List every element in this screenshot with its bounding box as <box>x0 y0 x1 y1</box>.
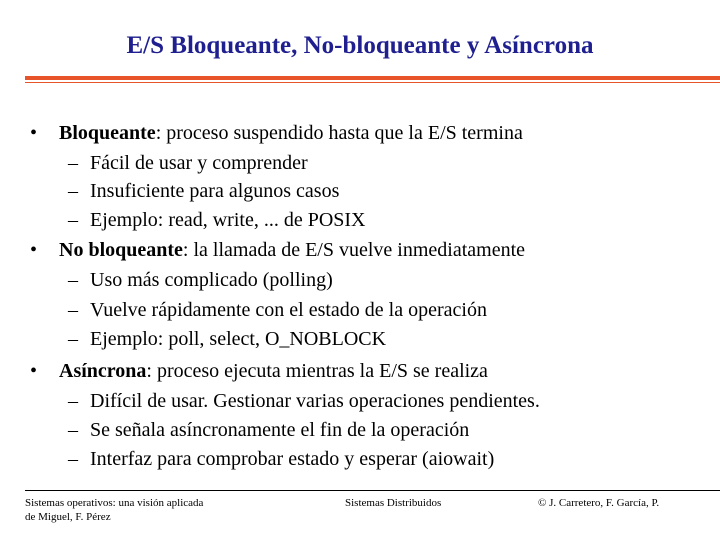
sub-item-text: Ejemplo: read, write, ... de POSIX <box>90 209 366 231</box>
sub-marker: – <box>68 269 78 291</box>
sub-item-text: Ejemplo: poll, select, O_NOBLOCK <box>90 328 387 350</box>
page-title: E/S Bloqueante, No-bloqueante y Asíncrona <box>126 32 594 59</box>
sub-item-text: Vuelve rápidamente con el estado de la operación <box>90 299 487 321</box>
sub-marker: – <box>68 209 78 231</box>
bullet-item <box>30 356 488 386</box>
bullet-item <box>30 235 525 265</box>
sub-item-text: Uso más complicado (polling) <box>90 269 333 291</box>
footer-rule <box>25 490 720 491</box>
sub-item <box>68 148 308 178</box>
bullet-text: : proceso ejecuta mientras la E/S se realiza <box>146 360 488 382</box>
sub-marker: – <box>68 180 78 202</box>
sub-marker: – <box>68 299 78 321</box>
bullet-marker: • <box>30 360 38 382</box>
footer-left <box>25 496 203 524</box>
footer-left-line2: de Miguel, F. Pérez <box>25 511 111 523</box>
bullet-term: Asíncrona <box>59 360 147 382</box>
bullet-text: : la llamada de E/S vuelve inmediatamente <box>182 239 526 261</box>
sub-item <box>68 444 494 474</box>
bullet-marker: • <box>30 122 38 144</box>
sub-item <box>68 265 333 295</box>
footer-left-line1: Sistemas operativos: una visión aplicada <box>25 497 204 509</box>
sub-item <box>68 176 339 206</box>
sub-marker: – <box>68 390 78 412</box>
sub-item <box>68 205 366 235</box>
bullet-term: Bloqueante <box>59 122 156 144</box>
sub-marker: – <box>68 419 78 441</box>
sub-marker: – <box>68 152 78 174</box>
sub-item-text: Se señala asíncronamente el fin de la operación <box>90 419 470 441</box>
bullet-term: No bloqueante <box>59 239 183 261</box>
sub-marker: – <box>68 448 78 470</box>
sub-item-text: Insuficiente para algunos casos <box>90 180 340 202</box>
sub-item <box>68 295 487 325</box>
sub-item-text: Interfaz para comprobar estado y esperar (aiowait) <box>90 448 495 470</box>
footer-right: © J. Carretero, F. García, P. <box>538 497 660 509</box>
sub-item <box>68 415 469 445</box>
sub-item <box>68 324 386 354</box>
sub-item-text: Difícil de usar. Gestionar varias operaciones pendientes. <box>90 390 540 412</box>
sub-marker: – <box>68 328 78 350</box>
title-rule-thin <box>25 82 720 83</box>
bullet-item <box>30 118 523 148</box>
sub-item-text: Fácil de usar y comprender <box>90 152 308 174</box>
bullet-marker: • <box>30 239 38 261</box>
title-rule-thick <box>25 76 720 80</box>
footer-center: Sistemas Distribuidos <box>345 497 442 509</box>
bullet-text: : proceso suspendido hasta que la E/S termina <box>155 122 523 144</box>
sub-item <box>68 386 540 416</box>
